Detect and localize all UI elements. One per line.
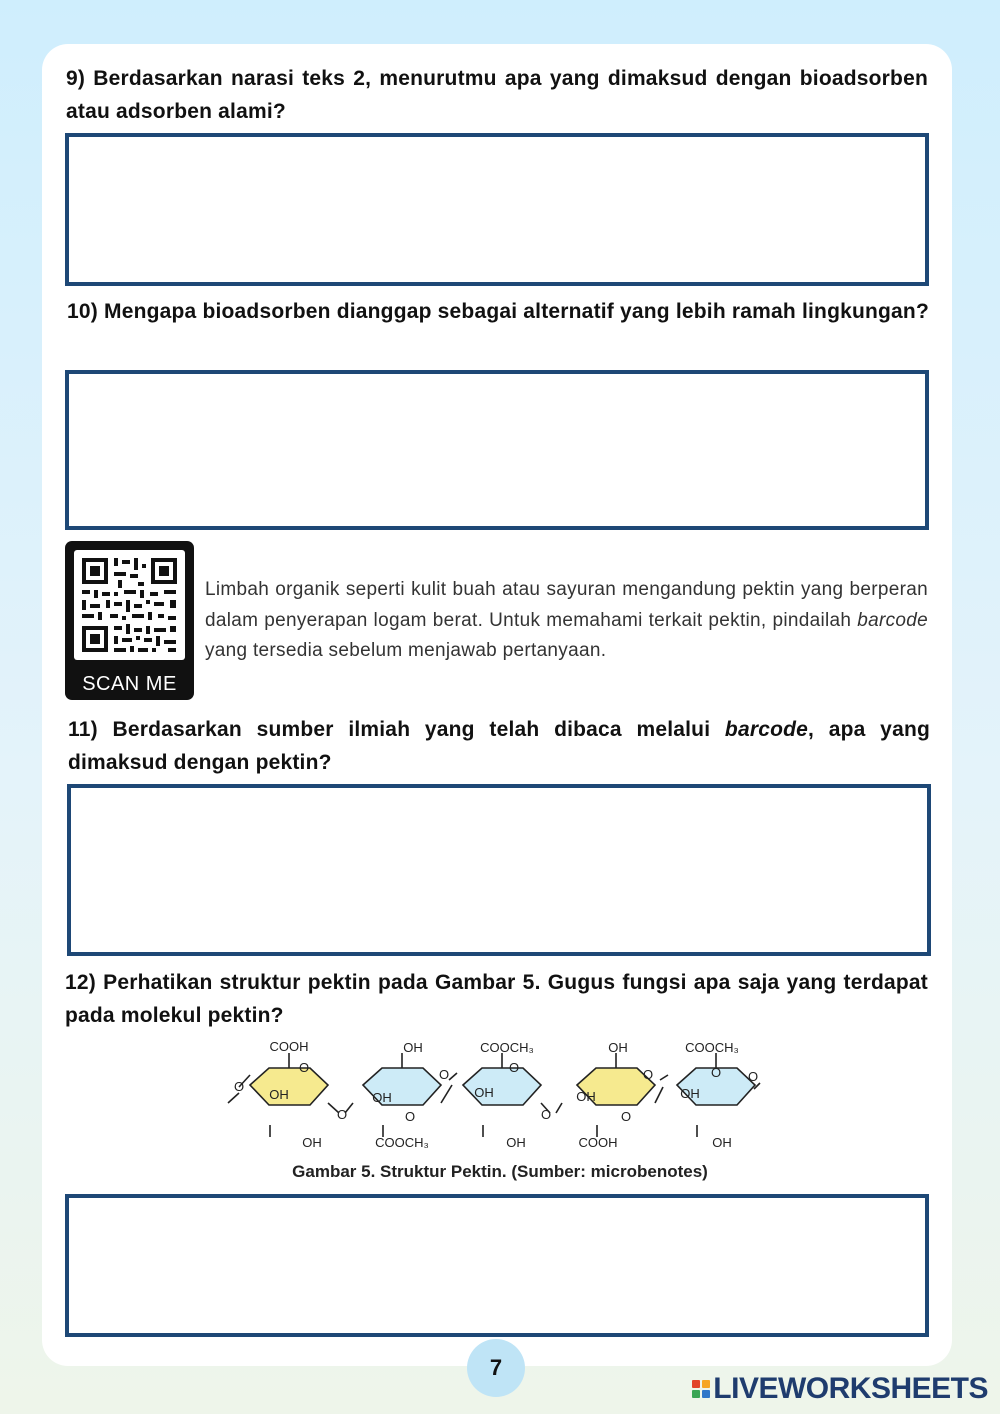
label-cooch3: COOCH₃ (375, 1135, 429, 1150)
label-oh: OH (576, 1089, 596, 1104)
liveworksheets-wordmark: LIVEWORKSHEETS (713, 1372, 988, 1405)
label-ring-o: O (404, 1109, 416, 1124)
question-10 (67, 295, 929, 328)
answer-box-10[interactable] (65, 370, 929, 530)
qr-pattern-graphic (74, 550, 185, 660)
label-o-terminal: O (747, 1069, 759, 1084)
answer-box-9[interactable] (65, 133, 929, 286)
label-cooch3: COOCH₃ (685, 1040, 739, 1055)
label-ring-o: O (710, 1065, 722, 1080)
label-cooh: COOH (269, 1039, 309, 1054)
label-cooh: COOH (578, 1135, 618, 1150)
question-9 (66, 62, 928, 128)
label-cooch3: COOCH₃ (480, 1040, 534, 1055)
label-ring-o: O (620, 1109, 632, 1124)
question-10-text: Mengapa bioadsorben dianggap sebagai alternatif yang lebih ramah lingkungan? (104, 300, 929, 323)
label-oh: OH (372, 1090, 392, 1105)
label-ring-o: O (298, 1060, 310, 1075)
page-number-text: 7 (489, 1355, 503, 1380)
label-oh: OH (608, 1040, 628, 1055)
question-11-text: Berdasarkan sumber ilmiah yang telah dibaca melalui (112, 718, 711, 741)
answer-box-11[interactable] (67, 784, 931, 956)
pectin-ring-1 (250, 1068, 328, 1105)
question-11-barcode-term: barcode (724, 718, 809, 741)
intro-paragraph (205, 575, 928, 667)
label-oh: OH (506, 1135, 526, 1150)
label-oh: OH (269, 1087, 289, 1102)
label-o-link: O (438, 1067, 450, 1082)
label-ring-o: O (508, 1060, 520, 1075)
label-oh: OH (474, 1085, 494, 1100)
label-o-link: O (336, 1107, 348, 1122)
question-10-number: 10) (67, 300, 98, 323)
question-12-text: Perhatikan struktur pektin pada Gambar 5. Gugus fungsi apa saja yang terdapat pada molekul pektin? (65, 971, 928, 1027)
intro-text: Limbah organik seperti kulit buah atau sayuran mengandung pektin yang berperan dalam penyerapan logam berat. Untuk memahami terkait pektin, pindailah (205, 579, 928, 631)
liveworksheets-logo-icon (692, 1380, 710, 1398)
qr-code[interactable] (65, 541, 194, 700)
question-11-text-end: , apa yang dimaksud dengan pektin? (68, 718, 930, 774)
intro-text-end: yang tersedia sebelum menjawab pertanyaan. (205, 640, 607, 661)
question-12 (65, 966, 928, 1032)
question-11-number: 11) (68, 718, 98, 741)
answer-box-12[interactable] (65, 1194, 929, 1337)
label-oh: OH (302, 1135, 322, 1150)
label-oh: OH (712, 1135, 732, 1150)
page-number (467, 1339, 525, 1397)
label-o-terminal: O (233, 1079, 245, 1094)
intro-barcode-term: barcode (857, 609, 928, 631)
label-o-link: O (540, 1107, 552, 1122)
pectin-structure-diagram (222, 1035, 772, 1155)
label-oh: OH (680, 1086, 700, 1101)
qr-pattern (74, 550, 185, 660)
label-o-link: O (642, 1067, 654, 1082)
question-9-text: Berdasarkan narasi teks 2, menurutmu apa yang dimaksud dengan bioadsorben atau adsorben alami? (66, 67, 928, 123)
label-oh: OH (403, 1040, 423, 1055)
question-12-number: 12) (65, 971, 96, 994)
scan-me-label: SCAN ME (82, 673, 177, 695)
question-9-number: 9) (66, 67, 86, 90)
question-11 (68, 713, 930, 779)
figure-caption: Gambar 5. Struktur Pektin. (Sumber: microbenotes) (292, 1162, 708, 1181)
liveworksheets-brand[interactable] (692, 1372, 988, 1406)
